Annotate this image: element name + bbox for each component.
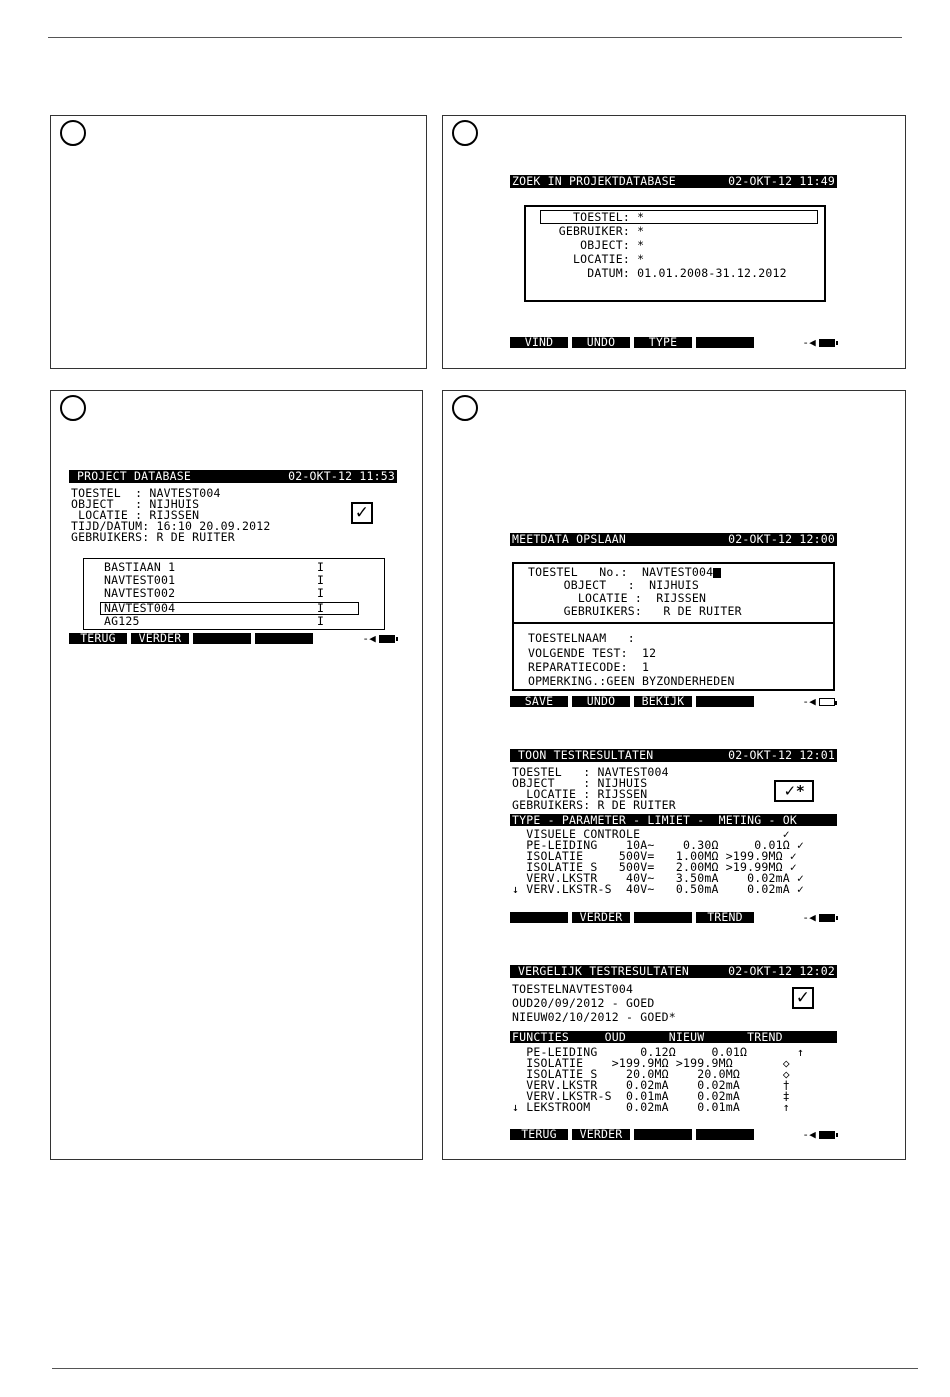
field-row[interactable]	[546, 226, 644, 237]
info-line: LOCATIE : RIJSSEN	[512, 787, 648, 801]
device-line[interactable]: VOLGENDE TEST: 12	[528, 646, 657, 660]
top-rule	[48, 37, 902, 38]
fkey-empty[interactable]	[696, 1129, 754, 1140]
title-bar	[69, 470, 397, 483]
fkey-undo[interactable]: UNDO	[572, 337, 630, 348]
fkey-undo[interactable]: UNDO	[572, 696, 630, 707]
function-keys	[510, 696, 837, 707]
fkey-verder[interactable]: VERDER	[572, 1129, 630, 1140]
fkey-verder[interactable]: VERDER	[131, 633, 189, 644]
function-keys	[510, 1129, 837, 1140]
field-label: GEBRUIKER:	[558, 224, 630, 238]
info-line: OUD20/09/2012 - GOED	[512, 996, 655, 1010]
compare-results-screen	[510, 965, 837, 1141]
screen-datetime: 02-OKT-12 11:49	[728, 174, 835, 188]
results-header: TYPE - PARAMETER - LIMIET - METING - OK	[510, 814, 837, 826]
status-icons	[802, 696, 837, 707]
save-data-screen	[510, 533, 837, 709]
search-db-screen	[510, 175, 837, 350]
fkey-empty[interactable]	[510, 912, 568, 923]
compare-row[interactable]: ISOLATIE S 20.0MΩ 20.0MΩ ◇	[512, 1067, 790, 1081]
test-results-screen	[510, 749, 837, 925]
plug-icon: -◀	[802, 695, 816, 708]
compare-row[interactable]: VERV.LKSTR-S 0.01mA 0.02mA ‡	[512, 1089, 790, 1103]
fkey-terug[interactable]: TERUG	[510, 1129, 568, 1140]
compare-row[interactable]: PE-LEIDING 0.12Ω 0.01Ω ↑	[512, 1045, 805, 1059]
title-bar	[510, 175, 837, 188]
info-line: NIEUW02/10/2012 - GOED*	[512, 1010, 676, 1024]
fkey-empty[interactable]	[255, 633, 313, 644]
step-circle-3	[60, 395, 86, 421]
status-icons	[802, 1129, 837, 1140]
battery-icon	[819, 914, 835, 922]
device-line: GEBRUIKERS: R DE RUITER	[528, 604, 742, 618]
battery-icon	[819, 339, 835, 347]
compare-row[interactable]: VERV.LKSTR 0.02mA 0.02mA †	[512, 1078, 790, 1092]
function-keys	[69, 633, 397, 644]
field-row[interactable]	[546, 268, 787, 279]
fkey-type[interactable]: TYPE	[634, 337, 692, 348]
result-row[interactable]: ↓ VERV.LKSTR-S 40V~ 0.50mA 0.02mA ✓	[512, 882, 805, 896]
function-keys	[510, 912, 837, 923]
device-line[interactable]: REPARATIECODE: 1	[528, 660, 650, 674]
fkey-empty[interactable]	[696, 337, 754, 348]
field-label: OBJECT:	[580, 238, 630, 252]
info-line: GEBRUIKERS: R DE RUITER	[512, 798, 676, 812]
screen-title: PROJECT DATABASE	[77, 469, 191, 483]
field-label: LOCATIE:	[573, 252, 630, 266]
checkbox-checked-icon[interactable]: ✓	[792, 987, 814, 1009]
info-line: TOESTELNAVTEST004	[512, 982, 634, 996]
field-row[interactable]	[546, 254, 644, 265]
field-label: DATUM:	[587, 266, 630, 280]
screen-datetime: 02-OKT-12 11:53	[288, 469, 395, 483]
list-item[interactable]: AG125 I	[104, 614, 325, 628]
pass-star-icon[interactable]: ✓*	[774, 780, 814, 802]
project-db-screen	[69, 470, 397, 646]
fkey-terug[interactable]: TERUG	[69, 633, 127, 644]
screen-datetime: 02-OKT-12 12:01	[728, 748, 835, 762]
title-bar	[510, 533, 837, 546]
device-line[interactable]: OPMERKING.:GEEN BYZONDERHEDEN	[528, 674, 735, 688]
info-line: TIJD/DATUM: 16:10 20.09.2012	[71, 519, 271, 533]
compare-row[interactable]: ↓ LEKSTROOM 0.02mA 0.01mA ↑	[512, 1100, 790, 1114]
screen-datetime: 02-OKT-12 12:00	[728, 532, 835, 546]
fkey-bekijk[interactable]: BEKIJK	[634, 696, 692, 707]
fkey-empty[interactable]	[634, 912, 692, 923]
field-label: TOESTEL:	[573, 210, 630, 224]
device-line[interactable]: TOESTEL No.: NAVTEST004	[528, 567, 721, 578]
status-icons	[362, 633, 397, 644]
info-line: OBJECT : NIJHUIS	[71, 497, 200, 511]
fkey-save[interactable]: SAVE	[510, 696, 568, 707]
status-icons	[802, 912, 837, 923]
device-line: LOCATIE : RIJSSEN	[528, 591, 707, 605]
battery-icon	[379, 635, 395, 643]
result-row[interactable]: ISOLATIE 500V= 1.00MΩ >199.9MΩ ✓	[512, 849, 797, 863]
list-item[interactable]: NAVTEST002 I	[104, 586, 325, 600]
fkey-vind[interactable]: VIND	[510, 337, 568, 348]
plug-icon: -◀	[802, 911, 816, 924]
step-circle-2	[452, 120, 478, 146]
bottom-rule	[52, 1368, 918, 1369]
search-form	[524, 205, 826, 302]
info-line: OBJECT : NIJHUIS	[512, 776, 648, 790]
info-line: TOESTEL : NAVTEST004	[512, 765, 669, 779]
list-item[interactable]: NAVTEST004 I	[104, 601, 325, 615]
list-item[interactable]: NAVTEST001 I	[104, 573, 325, 587]
field-row[interactable]	[546, 212, 644, 223]
field-row[interactable]	[546, 240, 644, 251]
step-circle-1	[60, 120, 86, 146]
result-row[interactable]: PE-LEIDING 10A~ 0.30Ω 0.01Ω ✓	[512, 838, 805, 852]
plug-icon: -◀	[802, 336, 816, 349]
device-line: OBJECT : NIJHUIS	[528, 578, 699, 592]
divider	[514, 622, 833, 624]
result-row[interactable]: VISUELE CONTROLE ✓	[512, 827, 790, 841]
text-cursor	[713, 568, 721, 578]
battery-icon	[819, 1131, 835, 1139]
info-line: GEBRUIKERS: R DE RUITER	[71, 530, 235, 544]
step-panel-4	[442, 390, 906, 1160]
screen-title: TOON TESTRESULTATEN	[518, 748, 654, 762]
battery-empty-icon	[819, 698, 835, 706]
screen-title: ZOEK IN PROJEKTDATABASE	[512, 174, 676, 188]
step-circle-4	[452, 395, 478, 421]
compare-header: FUNCTIES OUD NIEUW TREND	[510, 1031, 837, 1043]
plug-icon: -◀	[802, 1128, 816, 1141]
field-value: 01.01.2008-31.12.2012	[637, 266, 787, 280]
checkbox-checked-icon[interactable]: ✓	[351, 502, 373, 524]
status-icons	[802, 337, 837, 348]
field-value: *	[637, 210, 645, 224]
function-keys	[510, 337, 837, 348]
plug-icon: -◀	[362, 632, 376, 645]
screen-title: MEETDATA OPSLAAN	[512, 532, 626, 546]
compare-row[interactable]: ISOLATIE >199.9MΩ >199.9MΩ ◇	[512, 1056, 790, 1070]
title-bar	[510, 749, 837, 762]
result-row[interactable]: ISOLATIE S 500V= 2.00MΩ >19.99MΩ ✓	[512, 860, 797, 874]
fkey-trend[interactable]: TREND	[696, 912, 754, 923]
project-list	[83, 558, 385, 630]
step-panel-3	[50, 390, 423, 1160]
step-panel-2	[442, 115, 906, 369]
list-item[interactable]: BASTIAAN 1 I	[104, 560, 325, 574]
info-line: LOCATIE : RIJSSEN	[71, 508, 200, 522]
fkey-empty[interactable]	[696, 696, 754, 707]
fkey-verder[interactable]: VERDER	[572, 912, 630, 923]
field-value: *	[637, 238, 645, 252]
field-value: *	[637, 252, 645, 266]
fkey-empty[interactable]	[634, 1129, 692, 1140]
device-box	[512, 562, 835, 691]
field-value: *	[637, 224, 645, 238]
device-line[interactable]: TOESTELNAAM :	[528, 631, 635, 645]
info-line: TOESTEL : NAVTEST004	[71, 486, 221, 500]
step-panel-1	[50, 115, 427, 369]
title-bar	[510, 965, 837, 978]
fkey-empty[interactable]	[193, 633, 251, 644]
screen-datetime: 02-OKT-12 12:02	[728, 964, 835, 978]
screen-title: VERGELIJK TESTRESULTATEN	[518, 964, 689, 978]
result-row[interactable]: VERV.LKSTR 40V~ 3.50mA 0.02mA ✓	[512, 871, 805, 885]
